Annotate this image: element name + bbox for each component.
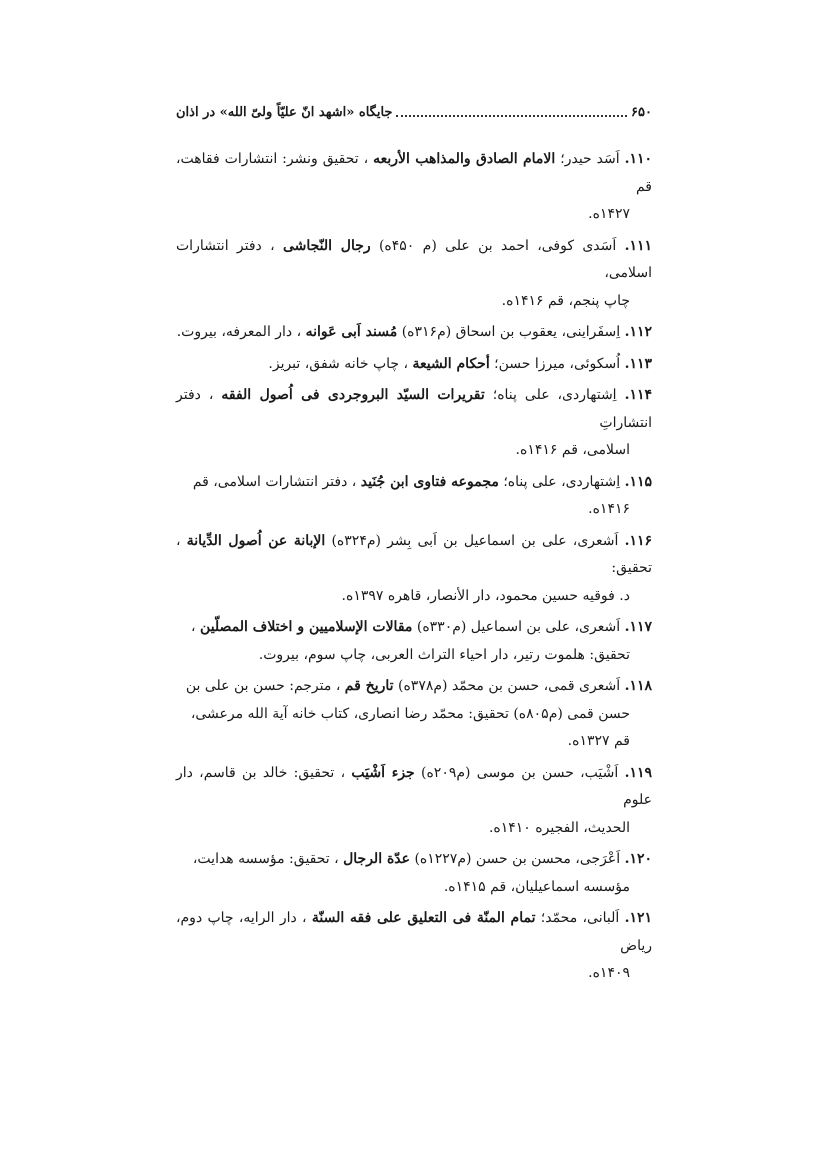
entry-author: اِشتهاردی، علی پناه؛ [498,473,621,490]
entry-number: ۱۱۲. [624,324,652,340]
entry-continuation: اسلامی، قم ۱۴۱۶ه. [515,442,630,458]
bibliography-list [176,146,652,992]
entry-author: اُسکوئی، میرزا حسن؛ [489,355,621,372]
entry-publication: ، تحقیق: مؤسسه هدایت، [192,851,339,867]
entry-publication: ، دار المعرفه، بیروت. [176,324,302,340]
entry-author: اَشعری، علی بن اسماعیل (م۳۳۰ه) [412,619,621,635]
entry-number: ۱۱۶. [624,532,653,549]
running-title: جایگاه «اشهد انّ علیّاً ولیّ الله» در اذان [176,105,393,120]
bibliography-entry [176,673,652,756]
bibliography-entry [176,905,652,988]
entry-number: ۱۱۳. [624,355,652,372]
entry-title: أحکام الشیعة [412,355,490,372]
header-dot-leader [396,114,627,117]
entry-title: الإبانة عن اُصول الدِّیانة [186,532,326,549]
entry-title: تاریخ قم [344,678,394,694]
entry-number: ۱۱۴. [624,387,652,403]
entry-number: ۱۱۵. [624,473,652,490]
entry-number: ۱۲۱. [624,910,652,926]
page-number: ۶۵۰ [631,105,652,120]
entry-author: اِسفَراینی، یعقوب بن اسحاق (م۳۱۶ه) [397,324,621,340]
entry-continuation: ۱۴۲۷ه. [588,206,630,222]
entry-title: مجموعه فتاوی ابن جُنَید [360,473,499,490]
entry-publication: ، دفتر انتشارات اسلامی، قم [192,473,357,490]
entry-number: ۱۱۷. [624,619,652,635]
entry-publication: ، مترجم: حسن بن علی بن [185,678,341,694]
entry-publication: ، تحقیق: خالد بن قاسم، دار علوم [176,764,652,808]
entry-continuation: تحقیق: هلموت رتیر، دار احیاء التراث العربی، چاپ سوم، بیروت. [258,646,630,663]
entry-continuation: حسن قمی (م۸۰۵ه) تحقیق: محمّد رضا انصاری، کتاب خانه آیة الله مرعشی، [190,705,630,722]
entry-publication: ، دار الرایه، چاپ دوم، ریاض [176,910,652,954]
bibliography-entry [176,382,652,465]
entry-author: اَشعری، علی بن اسماعیل بن اَبی بِشر (م۳۲۴ه) [325,532,619,549]
entry-title: مقالات الإسلامیین و اختلاف المصلّین [200,619,413,635]
bibliography-entry [176,469,652,524]
bibliography-entry [176,846,652,901]
entry-continuation: ۱۴۰۹ه. [588,965,630,981]
bibliography-entry [176,319,652,347]
entry-continuation: مؤسسه اسماعیلیان، قم ۱۴۱۵ه. [443,878,630,895]
entry-title: الامام الصادق والمذاهب الأربعه [373,151,556,167]
entry-continuation: ۱۴۱۶ه. [588,501,630,517]
bibliography-entry [176,614,652,669]
entry-publication: ، دفتر انتشارات اسلامی، [176,237,652,281]
entry-title: مُسند اَبی عَوانه [305,324,398,340]
entry-continuation: الحدیث، الفجیره ۱۴۱۰ه. [488,819,630,836]
entry-publication: ، چاپ خانه شفق، تبریز. [268,355,409,372]
entry-title: عدّة الرجال [343,851,410,867]
entry-author: اَعْرَجی، محسن بن حسن (م۱۲۲۷ه) [410,851,621,867]
bibliography-entry [176,760,652,843]
entry-continuation: قم ۱۳۲۷ه. [567,733,630,749]
entry-publication: ، [191,619,196,635]
bibliography-entry [176,233,652,316]
entry-title: جزء اَشْیَب [351,764,415,781]
entry-number: ۱۱۰. [624,151,653,167]
entry-author: اِشتهاردی، علی پناه؛ [484,387,617,403]
entry-publication: ، تحقیق: [176,532,652,576]
entry-publication: ، دفتر انتشاراتِ [176,387,652,431]
entry-title: تقریرات السیّد البروجردی فی اُصول الفقه [221,387,485,403]
entry-number: ۱۲۰. [624,851,652,867]
entry-number: ۱۱۹. [624,764,652,781]
entry-continuation: چاپ پنجم، قم ۱۴۱۶ه. [501,292,630,309]
entry-title: تمام المنّة فی التعلیق علی فقه السنّة [311,910,536,926]
entry-author: اَلبانی، محمّد؛ [535,910,620,926]
entry-number: ۱۱۱. [624,237,653,254]
entry-publication: ، تحقیق ونشر: انتشارات فقاهت، قم [176,151,652,195]
entry-author: اَشْیَب، حسن بن موسی (م۲۰۹ه) [414,764,619,781]
entry-continuation: د. فوقیه حسین محمود، دار الأنصار، قاهره ۱۳۹۷ه. [341,587,630,604]
entry-author: اَشعری قمی، حسن بن محمّد (م۳۷۸ه) [393,678,621,694]
bibliography-entry [176,528,652,611]
entry-author: اَسَدی کوفی، احمد بن علی (م ۴۵۰ه) [370,237,617,254]
entry-title: رجال النّجاشی [282,237,371,254]
entry-author: اَسَد حیدر؛ [555,151,620,167]
bibliography-entry [176,146,652,229]
running-header [176,100,652,122]
entry-number: ۱۱۸. [624,678,652,694]
bibliography-entry [176,351,652,379]
